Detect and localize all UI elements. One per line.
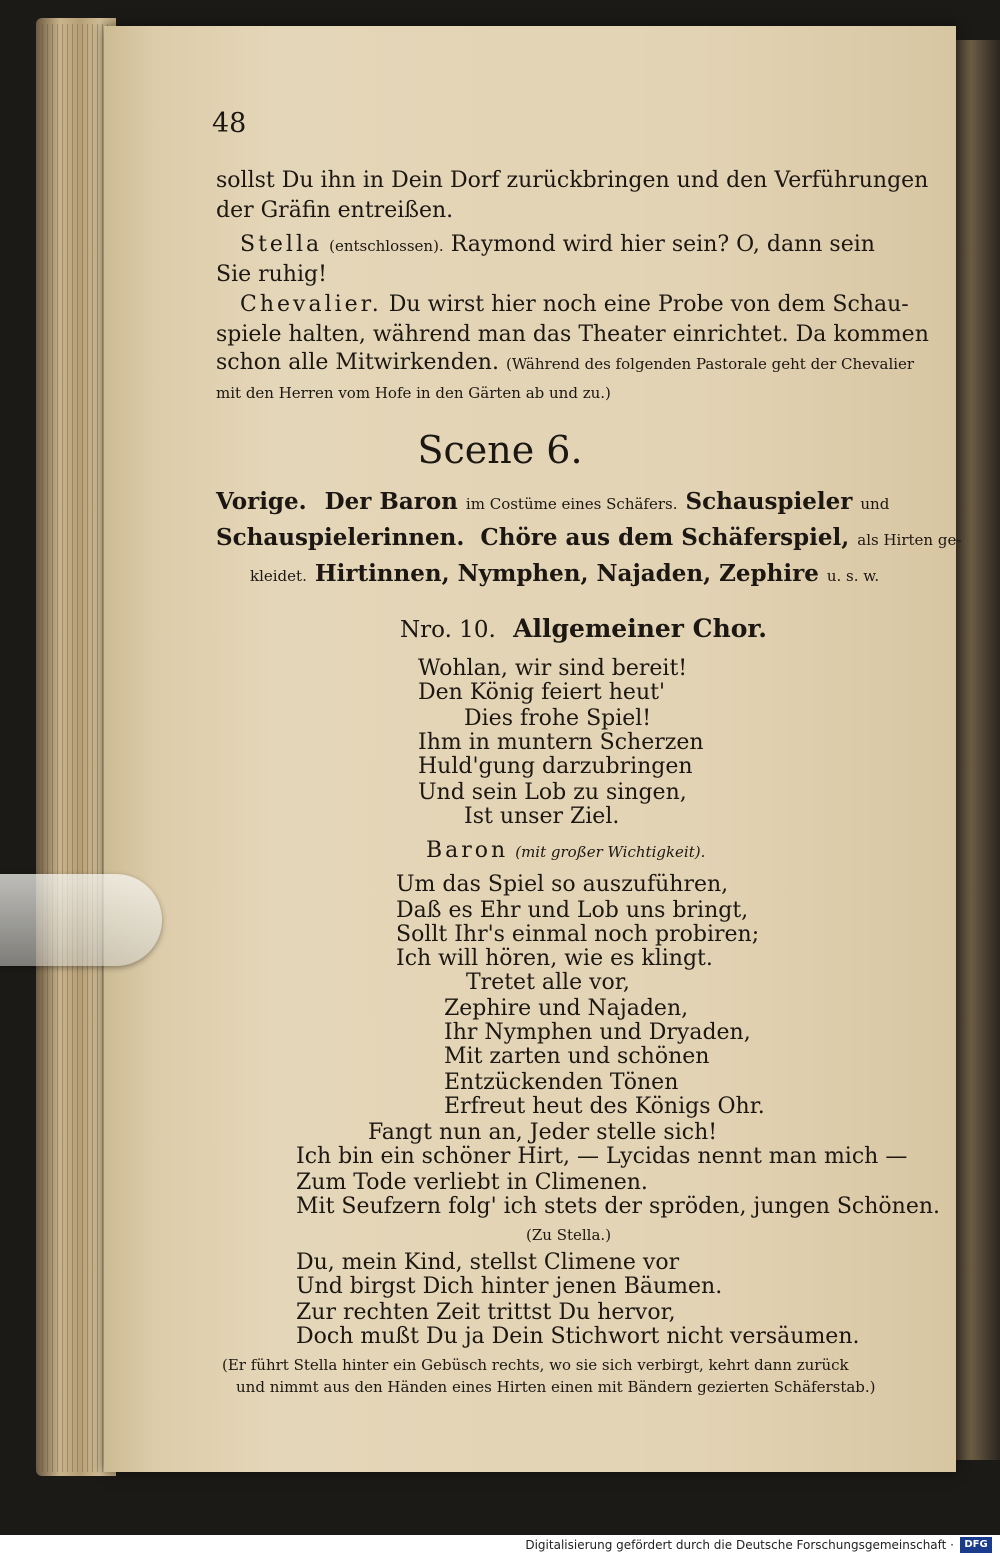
baron-verse-10: Erfreut heut des Königs Ohr. — [444, 1094, 765, 1119]
baron-verse-4: Ich will hören, wie es klingt. — [396, 946, 713, 971]
stage-note-entschlossen: (entschlossen). — [329, 237, 444, 255]
cast-line-1 — [216, 488, 889, 515]
chorus-line-4: Ihm in muntern Scherzen — [418, 730, 704, 755]
page-clip — [0, 874, 162, 966]
to-stella-direction: (Zu Stella.) — [526, 1226, 612, 1244]
cast-hirtinnen: Hirtinnen, Nymphen, Najaden, Zephire — [314, 560, 819, 587]
text-line-7-main: schon alle Mitwirkenden. — [216, 350, 499, 375]
baron-verse-8: Mit zarten und schönen — [444, 1044, 710, 1069]
closing-direction-2: und nimmt aus den Händen eines Hirten einen mit Bändern gezierten Schäferstab.) — [236, 1378, 876, 1396]
baron-verse-6: Zephire und Najaden, — [444, 996, 689, 1021]
cast-hirten-note: als Hirten ge- — [857, 531, 962, 549]
speaker-stella: Stella — [240, 232, 323, 257]
text-line-3 — [240, 232, 875, 257]
cast-gekleidet: kleidet. — [250, 567, 307, 585]
cast-baron: Der Baron — [324, 488, 458, 515]
baron-verse-13: Zum Tode verliebt in Climenen. — [296, 1170, 648, 1195]
chevalier-line: Du wirst hier noch eine Probe von dem Schau- — [388, 292, 909, 317]
dfg-logo: DFG — [960, 1537, 992, 1553]
baron-verse-5: Tretet alle vor, — [466, 970, 630, 995]
baron-verse-12: Ich bin ein schöner Hirt, — Lycidas nennt man mich — — [296, 1144, 908, 1169]
scene-title: Scene 6. — [417, 428, 583, 472]
chorus-line-6: Und sein Lob zu singen, — [418, 780, 687, 805]
closing-direction-1: (Er führt Stella hinter ein Gebüsch rechts, wo sie sich verbirgt, kehrt dann zurück — [222, 1356, 849, 1374]
text-line-1: sollst Du ihn in Dein Dorf zurückbringen und den Verführungen — [216, 168, 929, 193]
page-number: 48 — [212, 108, 247, 139]
baron-verse2-4: Doch mußt Du ja Dein Stichwort nicht versäumen. — [296, 1324, 860, 1349]
song-title: Allgemeiner Chor. — [513, 614, 767, 643]
right-book-edge — [952, 40, 1000, 1460]
cast-vorige: Vorige. — [216, 488, 307, 515]
cast-usw: u. s. w. — [826, 567, 880, 585]
page-edges-texture — [42, 24, 112, 1472]
baron-verse-7: Ihr Nymphen und Dryaden, — [444, 1020, 751, 1045]
baron-verse-3: Sollt Ihr's einmal noch probiren; — [396, 922, 760, 947]
baron-verse2-1: Du, mein Kind, stellst Climene vor — [296, 1250, 680, 1275]
footer-credit: Digitalisierung gefördert durch die Deutsche Forschungsgemeinschaft · — [525, 1538, 954, 1552]
chorus-line-3: Dies frohe Spiel! — [464, 706, 652, 731]
baron-verse2-3: Zur rechten Zeit trittst Du hervor, — [296, 1300, 676, 1325]
chorus-line-7: Ist unser Ziel. — [464, 804, 620, 829]
chorus-line-2: Den König feiert heut' — [418, 680, 666, 705]
chorus-line-1: Wohlan, wir sind bereit! — [418, 656, 688, 681]
cast-choere: Chöre aus dem Schäferspiel, — [480, 524, 850, 551]
cast-line-3 — [250, 560, 879, 587]
baron-verse-1: Um das Spiel so auszuführen, — [396, 872, 729, 897]
baron-stage-note: (mit großer Wichtigkeit). — [515, 843, 706, 861]
stage-direction-end: mit den Herren vom Hofe in den Gärten ab und zu.) — [216, 384, 611, 402]
cast-line-2 — [216, 524, 961, 551]
song-number: Nro. 10. — [400, 617, 496, 643]
text-line-4: Sie ruhig! — [216, 262, 327, 287]
baron-verse2-2: Und birgst Dich hinter jenen Bäumen. — [296, 1274, 723, 1299]
cast-baron-costume: im Costüme eines Schäfers. — [465, 495, 678, 513]
baron-verse-9: Entzückenden Tönen — [444, 1070, 679, 1095]
text-line-5 — [240, 292, 909, 317]
text-line-2: der Gräfin entreißen. — [216, 198, 454, 223]
text-line-6: spiele halten, während man das Theater einrichtet. Da kommen — [216, 322, 929, 347]
speaker-baron-line — [426, 838, 705, 863]
cast-schauspieler: Schauspieler — [685, 488, 853, 515]
cast-und: und — [860, 495, 890, 513]
baron-verse-11: Fangt nun an, Jeder stelle sich! — [368, 1120, 718, 1145]
text-line-7 — [216, 350, 914, 375]
stage-note-pastorale: (Während des folgenden Pastorale geht der Chevalier — [505, 355, 915, 373]
song-heading — [400, 614, 767, 643]
baron-verse-14: Mit Seufzern folg' ich stets der spröden, jungen Schönen. — [296, 1194, 941, 1219]
chorus-line-5: Huld'gung darzubringen — [418, 754, 693, 779]
cast-schauspielerinnen: Schauspielerinnen. — [216, 524, 465, 551]
speaker-chevalier: Chevalier. — [240, 292, 382, 317]
stella-line: Raymond wird hier sein? O, dann sein — [450, 232, 875, 257]
speaker-baron: Baron — [426, 838, 509, 863]
baron-verse-2: Daß es Ehr und Lob uns bringt, — [396, 898, 749, 923]
